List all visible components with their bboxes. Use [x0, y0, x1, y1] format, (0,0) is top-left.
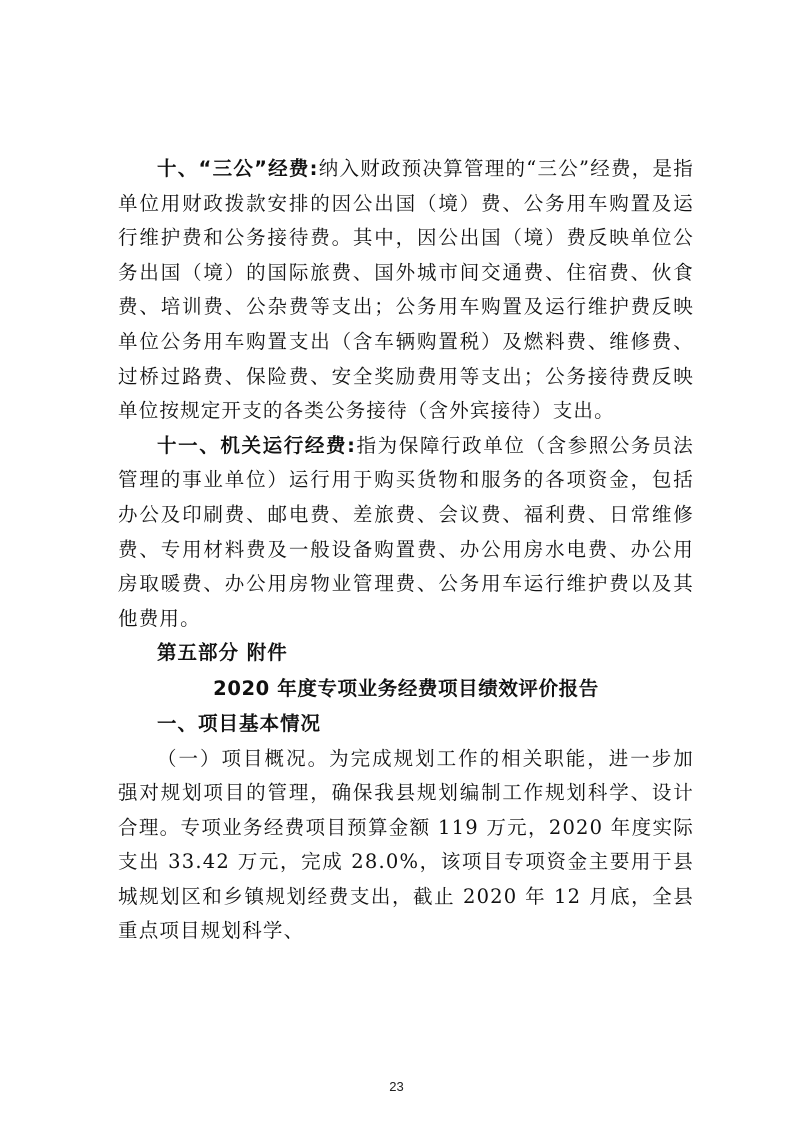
definition-text: 指为保障行政单位（含参照公务员法管理的事业单位）运行用于购买货物和服务的各项资金，包括办公及印刷费、邮电费、差旅费、会议费、福利费、日常维修费、专用材料费及一般设备购置费、办公用房水电费、办公用房取暖费、办公用房物业管理费、公务用车运行维护费以及其他费用。: [118, 433, 694, 630]
report-title: 2020 年度专项业务经费项目绩效评价报告: [213, 676, 599, 700]
definition-operating-funds: [118, 429, 694, 637]
page-number: 23: [389, 1079, 404, 1094]
overview-paragraph: （一）项目概况。为完成规划工作的相关职能，进一步加强对规划项目的管理，确保我县规划编制工作规划科学、设计合理。专项业务经费项目预算金额 119 万元，2020 年度实际支出 33.42 万元，完成 28.0%，该项目专项资金主要用于县城规划区和乡镇规划经费支出，截止 2020 年 12 月底，全县重点项目规划科学、: [118, 746, 694, 943]
part-heading: 第五部分 附件: [157, 641, 288, 665]
definition-san-gong: [118, 152, 694, 429]
definition-term: 十、“三公”经费:: [157, 157, 319, 180]
definition-text: 纳入财政预决算管理的“三公”经费，是指单位用财政拨款安排的因公出国（境）费、公务用车购置及运行维护费和公务接待费。其中，因公出国（境）费反映单位公务出国（境）的国际旅费、国外城市间交通费、住宿费、伙食费、培训费、公杂费等支出；公务用车购置及运行维护费反映单位公务用车购置支出（含车辆购置税）及燃料费、维修费、过桥过路费、保险费、安全奖励费用等支出；公务接待费反映单位按规定开支的各类公务接待（含外宾接待）支出。: [118, 157, 694, 423]
document-body: [118, 152, 694, 949]
definition-term: 十一、机关运行经费:: [157, 433, 357, 457]
section-heading: 一、项目基本情况: [157, 711, 322, 735]
